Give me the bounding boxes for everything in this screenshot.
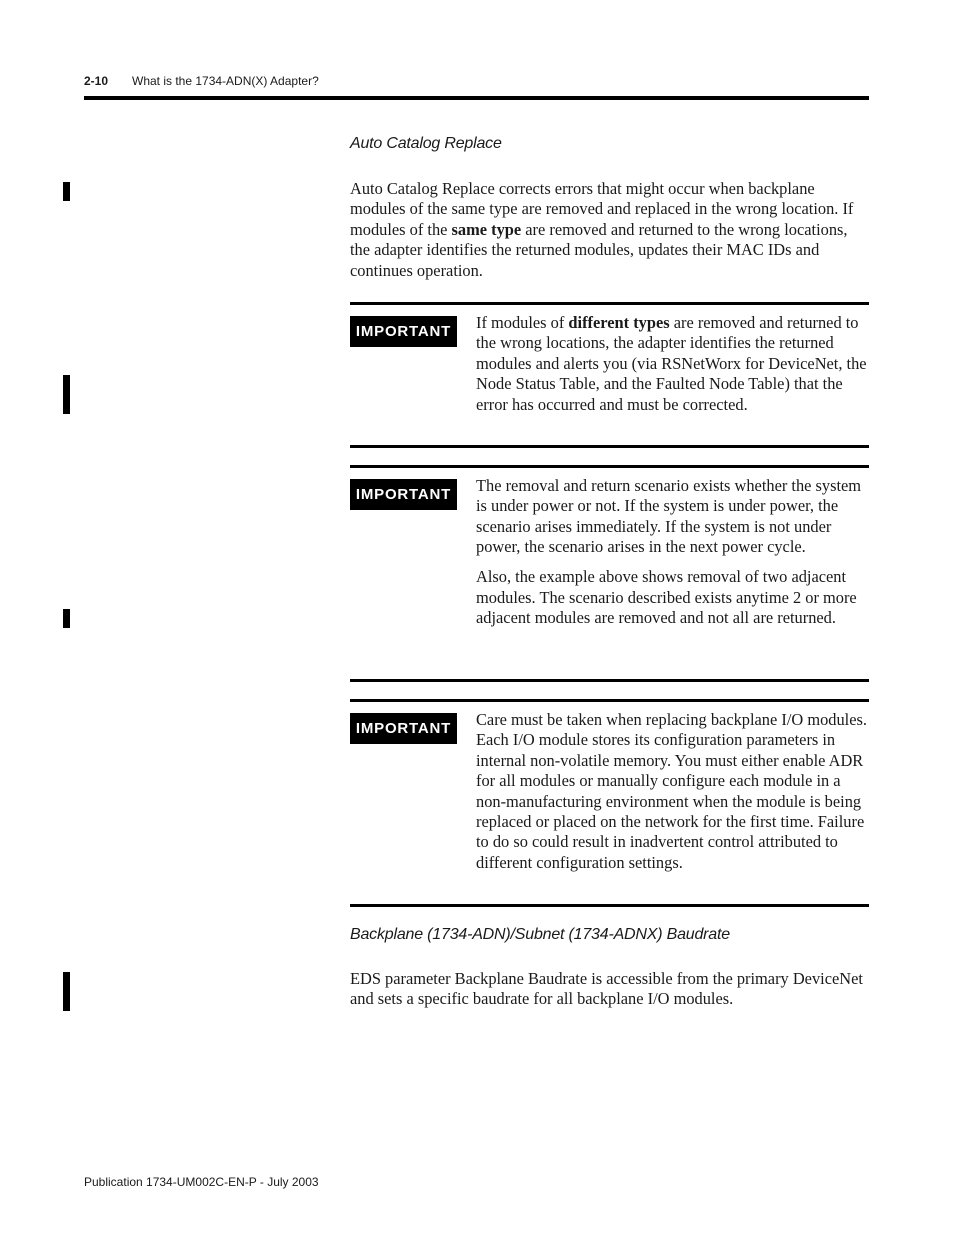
text-run: If modules of [476, 313, 569, 332]
note-paragraph [476, 313, 869, 415]
note-paragraph: The removal and return scenario exists whether the system is under power or not. If the system is under power, the scenario arises immediately. If the system is not under power, the scenario arises in the next power cycle. [476, 476, 862, 557]
important-note [350, 302, 869, 448]
bold-text: same type [451, 219, 522, 239]
page-number: 2-10 [84, 74, 109, 88]
important-text [476, 710, 869, 873]
text-run: are removed and returned to the wrong locations, the adapter identifies the returned modules, updates their MAC IDs and continues operation. [350, 219, 848, 280]
change-bar [63, 972, 70, 1011]
important-text [476, 476, 869, 628]
section-heading-auto-catalog-replace: Auto Catalog Replace [350, 135, 502, 152]
important-badge: IMPORTANT [350, 713, 457, 744]
important-text [476, 313, 869, 415]
important-note [350, 465, 869, 682]
note-paragraph: Care must be taken when replacing backplane I/O modules. Each I/O module stores its configuration parameters in internal non-volatile memory. You must either enable ADR for all modules or manually configure each module in a non-manufacturing environment when the module is being replaced or placed on the network for the first time. Failure to do so could result in inadvertent control attributed to different configuration settings. [476, 710, 867, 872]
text-run: Auto Catalog Replace corrects errors that might occur when backplane modules of the same type are removed and replaced in the wrong location. If modules of the [350, 179, 854, 239]
page-footer: Publication 1734-UM002C-EN-P - July 2003 [84, 1175, 319, 1189]
text-run: are removed and returned to the wrong locations, the adapter identifies the returned modules and alerts you (via RSNetWorx for DeviceNet, the Node Status Table, and the Faulted Node Table) that the error has occurred and must be corrected. [476, 313, 867, 414]
change-bar [63, 182, 70, 201]
chapter-title: What is the 1734-ADN(X) Adapter? [132, 74, 319, 88]
page-header [84, 72, 869, 92]
important-badge: IMPORTANT [350, 479, 457, 510]
important-note [350, 699, 869, 907]
change-bar [63, 375, 70, 414]
header-rule [84, 96, 869, 100]
section-paragraph [350, 179, 870, 281]
important-badge: IMPORTANT [350, 316, 457, 347]
note-paragraph: Also, the example above shows removal of two adjacent modules. The scenario described exists anytime 2 or more adjacent modules are removed and not all are returned. [476, 567, 857, 628]
change-bar [63, 609, 70, 628]
section-heading-backplane-baudrate: Backplane (1734-ADN)/Subnet (1734-ADNX) Baudrate [350, 926, 730, 943]
section-paragraph: EDS parameter Backplane Baudrate is accessible from the primary DeviceNet and sets a specific baudrate for all backplane I/O modules. [350, 969, 863, 1009]
bold-text: different types [568, 313, 670, 332]
